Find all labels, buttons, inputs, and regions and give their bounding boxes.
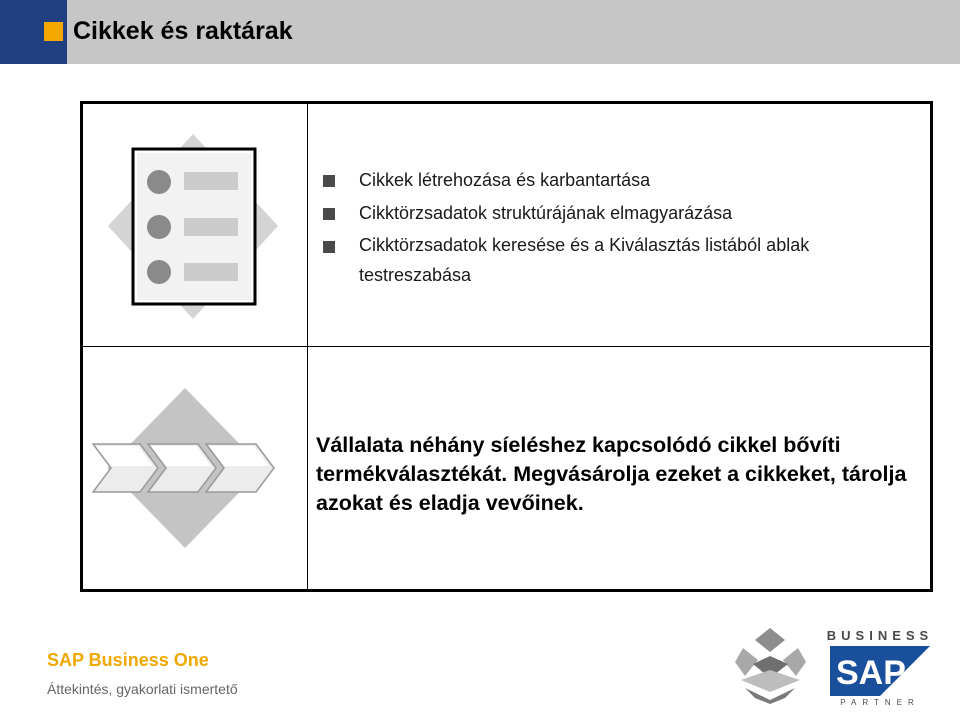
checklist-icon: [103, 129, 283, 324]
list-item-text: Cikktörzsadatok keresése és a Kiválasztás listából ablak: [359, 235, 810, 255]
list-item: [323, 197, 923, 230]
sap-logo-text: SAP: [836, 654, 906, 692]
divider-horizontal: [83, 346, 930, 347]
list-item-text: Cikkek létrehozása és karbantartása: [359, 170, 651, 190]
header-orange-square: [44, 22, 63, 41]
list-item-text: Cikktörzsadatok struktúrájának elmagyarázása: [359, 203, 733, 223]
objectives-list: [323, 164, 923, 290]
process-arrows-icon: [90, 386, 280, 551]
list-item-text-continued: testreszabása: [359, 265, 472, 285]
header-band: [0, 0, 960, 64]
list-item: [323, 230, 923, 290]
logo-top-text: BUSINESS: [826, 628, 934, 643]
content-box: [80, 101, 933, 592]
bullet-square-icon: [323, 208, 335, 220]
partner-emblem-icon: [733, 626, 808, 706]
bullet-square-icon: [323, 175, 335, 187]
bullet-square-icon: [323, 241, 335, 253]
footer-subtitle: Áttekintés, gyakorlati ismertető: [47, 681, 238, 697]
sap-partner-logo: [826, 628, 934, 710]
scenario-text: Vállalata néhány síeléshez kapcsolódó cikkel bővíti termékválasztékát. Megvásárolja ezeket a cikkeket, tárolja azokat és eladja vevőinek.: [316, 433, 907, 515]
sap-logo-mark: [830, 646, 930, 696]
logo-bottom-text: PARTNER: [840, 698, 920, 707]
footer-brand: SAP Business One: [47, 650, 209, 670]
list-item: [323, 164, 923, 197]
page-title: Cikkek és raktárak: [73, 17, 293, 45]
